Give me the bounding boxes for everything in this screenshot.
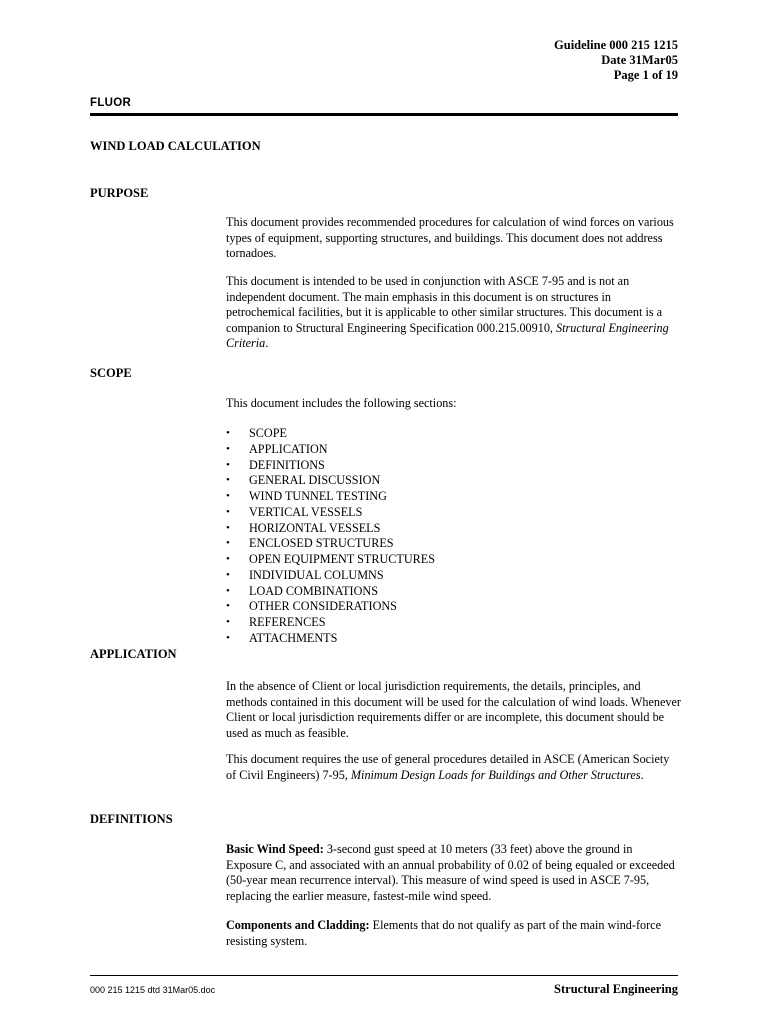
document-title: WIND LOAD CALCULATION: [90, 139, 261, 153]
footer-department: Structural Engineering: [554, 982, 678, 996]
scope-list-item: • INDIVIDUAL COLUMNS: [226, 568, 435, 584]
scope-list-item: • ENCLOSED STRUCTURES: [226, 536, 435, 552]
spec-title: Structural Engineering Criteria: [226, 320, 669, 350]
scope-list-item: • REFERENCES: [226, 615, 435, 631]
definition-term: Basic Wind Speed:: [226, 842, 324, 856]
scope-list-item: • DEFINITIONS: [226, 458, 435, 474]
header-rule: [90, 113, 678, 116]
footer-filename: 000 215 1215 dtd 31Mar05.doc: [90, 985, 216, 995]
standard-title: Minimum Design Loads for Buildings and Other Structures: [350, 767, 641, 782]
purpose-paragraph-1: This document provides recommended procedures for calculation of wind forces on various types of equipment, supporting structures, and buildings. This document does not address tornadoes.: [226, 215, 674, 260]
page-header: [554, 38, 678, 83]
scope-list-item: • OPEN EQUIPMENT STRUCTURES: [226, 552, 435, 568]
footer-rule: [90, 975, 678, 976]
definition-components-cladding: Components and Cladding: Elements that do not qualify as part of the main wind-force resisting system.: [226, 918, 661, 948]
document-date: Date 31Mar05: [601, 53, 678, 67]
company-logo: FLUOR: [90, 97, 132, 109]
scope-list-item: • LOAD COMBINATIONS: [226, 584, 435, 600]
scope-list-item: • HORIZONTAL VESSELS: [226, 521, 435, 537]
scope-intro: This document includes the following sections:: [226, 396, 457, 410]
scope-list-item: • SCOPE: [226, 426, 435, 442]
purpose-paragraph-2: This document is intended to be used in conjunction with ASCE 7-95 and is not an independent document. The main emphasis in this document is on structures in petrochemical facilities, but it is applicable to other similar structures. This document is a companion to Structural Engineering Specification 000.215.00910, Structural Engineering Criteria.: [226, 274, 669, 350]
application-paragraph-1: In the absence of Client or local jurisdiction requirements, the details, principles, and methods contained in this document will be used for the calculation of wind loads. Whenever Client or local jurisdiction requirements differ or are incomplete, this document should be used as much as feasible.: [226, 679, 681, 740]
scope-list-item: • WIND TUNNEL TESTING: [226, 489, 435, 505]
definition-term: Components and Cladding:: [226, 918, 370, 932]
scope-list-item: • APPLICATION: [226, 442, 435, 458]
scope-section-list: [226, 426, 435, 647]
scope-list-item: • VERTICAL VESSELS: [226, 505, 435, 521]
section-heading-purpose: PURPOSE: [90, 186, 149, 200]
guideline-number: Guideline 000 215 1215: [554, 38, 678, 52]
definition-basic-wind-speed: Basic Wind Speed: 3-second gust speed at 10 meters (33 feet) above the ground in Exposure C, and associated with an annual probability of 0.02 of being equaled or exceeded (50-year mean recurrence interval). This measure of wind speed is used in ASCE 7-95, replacing the earlier measure, fastest-mile wind speed.: [226, 842, 675, 903]
page-number: Page 1 of 19: [613, 68, 678, 82]
scope-list-item: • ATTACHMENTS: [226, 631, 435, 647]
scope-list-item: • GENERAL DISCUSSION: [226, 473, 435, 489]
section-heading-scope: SCOPE: [90, 366, 132, 380]
scope-list-item: • OTHER CONSIDERATIONS: [226, 599, 435, 615]
section-heading-application: APPLICATION: [90, 647, 177, 661]
section-heading-definitions: DEFINITIONS: [90, 812, 173, 826]
application-paragraph-2: This document requires the use of general procedures detailed in ASCE (American Society of Civil Engineers) 7-95, Minimum Design Loads for Buildings and Other Structures.: [226, 752, 670, 782]
